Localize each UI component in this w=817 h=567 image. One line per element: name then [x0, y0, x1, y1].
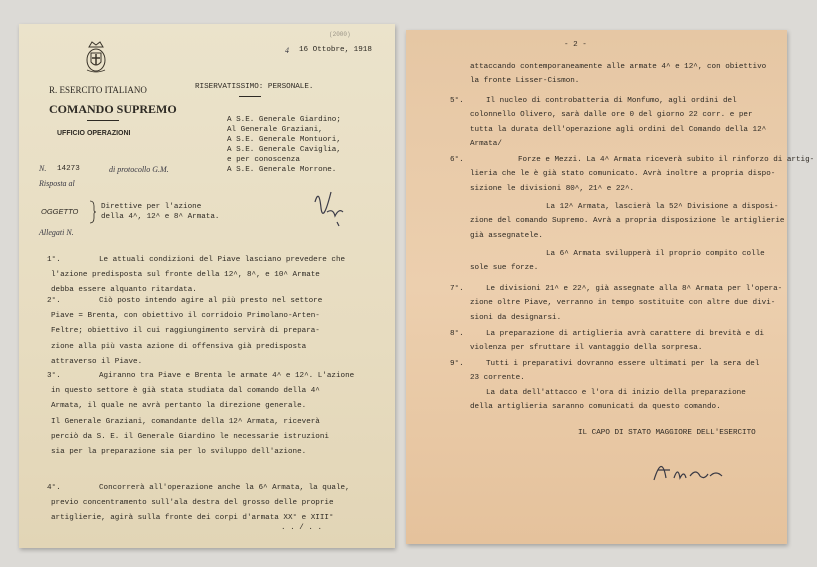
paragraph-line: Armata/ — [470, 140, 502, 149]
paragraph-number: 1°. — [47, 256, 61, 264]
letterhead-army: R. ESERCITO ITALIANO — [49, 85, 147, 95]
page-continue: . . / . . — [281, 524, 323, 532]
signature-block: IL CAPO DI STATO MAGGIORE DELL'ESERCITO — [578, 429, 756, 437]
paragraph-number: 8°. — [450, 330, 464, 338]
paragraph-number: 2°. — [47, 297, 61, 305]
subject-brace-icon — [89, 200, 97, 224]
paragraph-line: artiglierie, agirà sulla fronte dei corpi d'armata XX° e XIII° — [51, 514, 334, 523]
letter-page-2 — [406, 30, 815, 544]
protocol-number: 14273 — [57, 165, 80, 173]
recipient: Al Generale Graziani, — [227, 126, 323, 134]
paragraph-line: debba essere alquanto ritardata. — [51, 286, 197, 295]
paragraph-line: Agiranno tra Piave e Brenta le armate 4^ e 12^. L'azione — [99, 372, 355, 380]
recipient: A S.E. Generale Morrone. — [227, 166, 337, 174]
initials-signature-icon — [311, 182, 347, 228]
attachments-label: Allegati N. — [39, 228, 74, 237]
letterhead-office: UFFICIO OPERAZIONI — [57, 130, 131, 137]
number-label: N. — [39, 164, 47, 173]
recipient: A S.E. Generale Montuori, — [227, 136, 341, 144]
paragraph-line: Ciò posto intendo agire al più presto nel settore — [99, 297, 323, 305]
signature-icon — [650, 450, 730, 486]
paragraph-line: Concorrerà all'operazione anche la 6^ Armata, la quale, — [99, 484, 350, 492]
paragraph-number: 4°. — [47, 484, 61, 492]
paragraph-line: La 12^ Armata, lascierà la 52^ Divisione a disposi- — [546, 202, 779, 211]
paragraph-line: Le divisioni 21^ e 22^, già assegnate alla 8^ Armata per l'opera- — [486, 285, 783, 293]
paragraph-line: colonnello Olivero, sarà dalle ore 0 del giorno 22 corr. e per — [470, 111, 753, 120]
letterhead-rule — [87, 120, 119, 121]
paragraph-line: La 6^ Armata svilupperà il proprio compito colle — [546, 249, 765, 258]
paragraph-line: la fronte Lisser-Cismon. — [470, 77, 580, 86]
letterhead-command: COMANDO SUPREMO — [49, 102, 177, 116]
classification-rule — [239, 96, 261, 97]
paragraph-line: 23 corrente. — [470, 374, 525, 383]
paragraph-line: in questo settore è già stata studiata dal comando della 4^ — [51, 387, 320, 396]
paragraph-line: La preparazione di artiglieria avrà carattere di brevità e di — [486, 330, 764, 338]
paragraph-line: Feltre; obiettivo il cui raggiungimento servirà di prepara- — [51, 327, 320, 336]
paragraph-line: l'azione predisposta sul fronte della 12^, 8^, e 10^ Armate — [51, 271, 320, 280]
paragraph-line: attaccando contemporaneamente alle armate 4^ e 12^, con obiettivo — [470, 63, 767, 71]
paragraph-line: della artiglieria saranno comunicati da questo comando. — [470, 403, 721, 412]
date-prefix: 4 — [285, 46, 289, 55]
royal-crest-icon — [83, 40, 109, 74]
protocol-label: di protocollo G.M. — [109, 165, 169, 174]
paragraph-line: La data dell'attacco e l'ora di inizio della preparazione — [486, 388, 746, 397]
paragraph-line: sole sue forze. — [470, 264, 539, 272]
classification: RISERVATISSIMO: PERSONALE. — [195, 83, 314, 91]
paragraph-number: 9°. — [450, 360, 464, 368]
paragraph-number: 6°. — [450, 156, 464, 164]
page-marker: - 2 - — [564, 41, 587, 49]
paragraph-number: 3°. — [47, 372, 61, 380]
paragraph-line: sizione le divisioni 80^, 21^ e 22^. — [470, 184, 635, 193]
paragraph-line: Il nucleo di controbatteria di Monfumo, agli ordini del — [486, 97, 737, 105]
subject-line: Direttive per l'azione — [101, 203, 202, 211]
paragraph-line: già assegnatele. — [470, 231, 543, 240]
paragraph-line: Armata, il quale ne avrà pertanto la direzione generale. — [51, 402, 307, 411]
paragraph-line: lieria che le è già stato comunicato. Avrà inoltre a propria dispo- — [470, 170, 776, 179]
recipient: A S.E. Generale Caviglia, — [227, 146, 341, 154]
paragraph-line: Tutti i preparativi dovranno essere ultimati per la sera del — [486, 360, 760, 368]
paragraph-line: violenza per sfruttare il vantaggio della sorpresa. — [470, 344, 703, 353]
paragraph-number: 5°. — [450, 97, 464, 105]
paragraph-line: zione oltre Piave, verranno in tempo sostituite con altre due divi- — [470, 299, 776, 308]
paragraph-line: attraverso il Piave. — [51, 357, 143, 366]
paragraph-line: tutta la durata dell'operazione agli ordini del Comando della 12^ — [470, 125, 767, 134]
paragraph-line: previo concentramento sull'ala destra del grosso delle proprie — [51, 499, 334, 508]
archive-mark: (2000) — [329, 31, 351, 38]
paragraph-line: perciò da S. E. il Generale Giardino le necessarie istruzioni — [51, 432, 329, 441]
letter-page-1 — [19, 24, 395, 548]
reply-label: Risposta al — [39, 179, 75, 188]
subject-label: OGGETTO — [41, 207, 79, 216]
paragraph-line: zione del comando Supremo. Avrà a propria disposizione le artiglierie — [470, 217, 785, 226]
paragraph-line: Le attuali condizioni del Piave lasciano prevedere che — [99, 256, 346, 264]
subject-line: della 4^, 12^ e 8^ Armata. — [101, 213, 220, 221]
paragraph-number: 7°. — [450, 285, 464, 293]
paragraph-line: Forze e Mezzi. La 4^ Armata riceverà subito il rinforzo di artig- — [518, 156, 815, 164]
letter-date: 16 Ottobre, 1918 — [299, 46, 372, 54]
paragraph-line: zione alla più vasta azione di offensiva già predisposta — [51, 342, 307, 351]
paragraph-line: Il Generale Graziani, comandante della 12^ Armata, riceverà — [51, 417, 320, 426]
recipient-note: e per conoscenza — [227, 156, 300, 164]
paragraph-line: sia per la preparazione sia per lo sviluppo dell'azione. — [51, 448, 307, 456]
paragraph-line: sioni da designarsi. — [470, 313, 562, 322]
recipient: A S.E. Generale Giardino; — [227, 116, 341, 124]
paragraph-line: Piave = Brenta, con obiettivo il corridoio Primolano-Arten- — [51, 312, 320, 321]
